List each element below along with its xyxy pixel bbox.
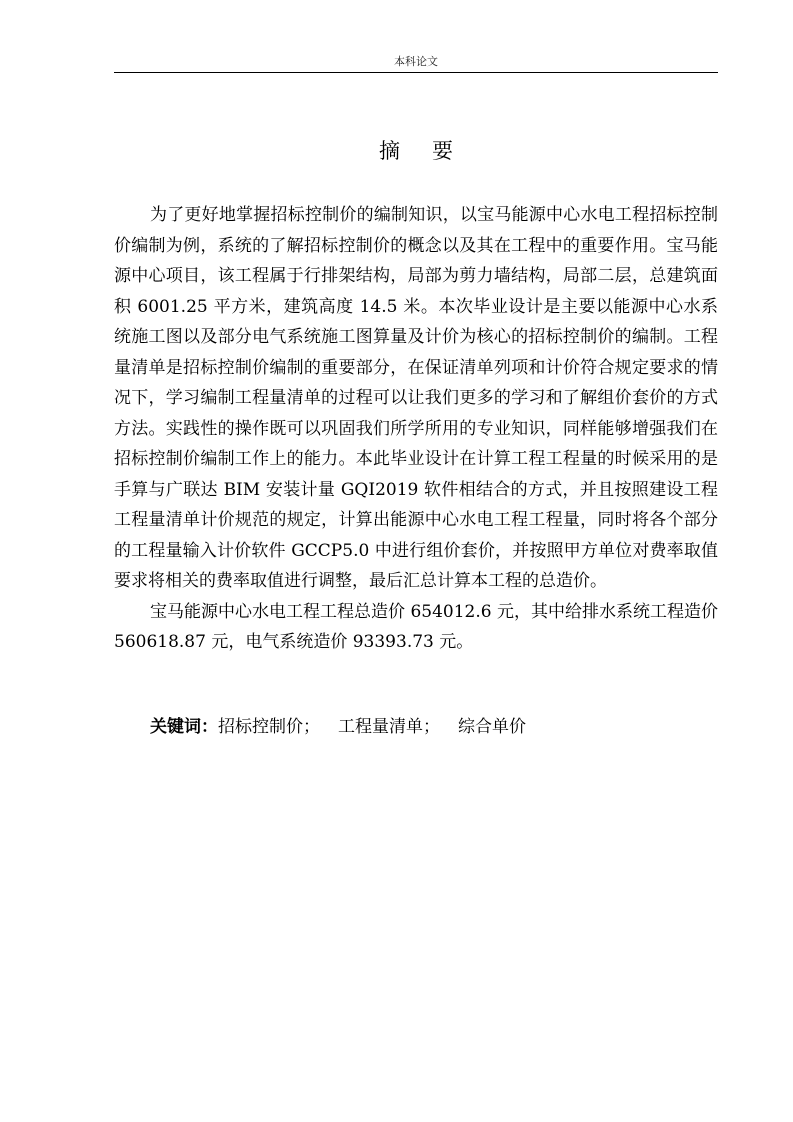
running-header: 本科论文 (394, 55, 438, 68)
keyword-item: 综合单价 (458, 717, 526, 737)
keywords-label: 关键词： (150, 717, 218, 737)
keyword-item: 招标控制价； (218, 717, 320, 737)
abstract-body (114, 200, 718, 658)
header-rule (114, 72, 718, 73)
abstract-title: 摘要 (379, 139, 485, 163)
keywords-line (150, 712, 710, 742)
abstract-paragraph-1: 为了更好地掌握招标控制价的编制知识，以宝马能源中心水电工程招标控制价编制为例，系统的了解招标控制价的概念以及其在工程中的重要作用。宝马能源中心项目，该工程属于行排架结构，局部为剪力墙结构，局部二层，总建筑面积 6001.25 平方米，建筑高度 14.5 米。本次毕业设计是主要以能源中心水系统施工图以及部分电气系统施工图算量及计价为核心的招标控制价的编制。工程量清单是招标控制价编制的重要部分，在保证清单列项和计价符合规定要求的情况下，学习编制工程量清单的过程可以让我们更多的学习和了解组价套价的方式方法。实践性的操作既可以巩固我们所学所用的专业知识，同样能够增强我们在招标控制价编制工作上的能力。本此毕业设计在计算工程工程量的时候采用的是手算与广联达 BIM 安装计量 GQI2019 软件相结合的方式，并且按照建设工程工程量清单计价规范的规定，计算出能源中心水电工程工程量，同时将各个部分的工程量输入计价软件 GCCP5.0 中进行组价套价，并按照甲方单位对费率取值要求将相关的费率取值进行调整，最后汇总计算本工程的总造价。 (114, 205, 718, 591)
abstract-paragraph-2: 宝马能源中心水电工程工程总造价 654012.6 元，其中给排水系统工程造价 560618.87 元，电气系统造价 93393.73 元。 (114, 601, 718, 652)
keyword-item: 工程量清单； (338, 717, 440, 737)
